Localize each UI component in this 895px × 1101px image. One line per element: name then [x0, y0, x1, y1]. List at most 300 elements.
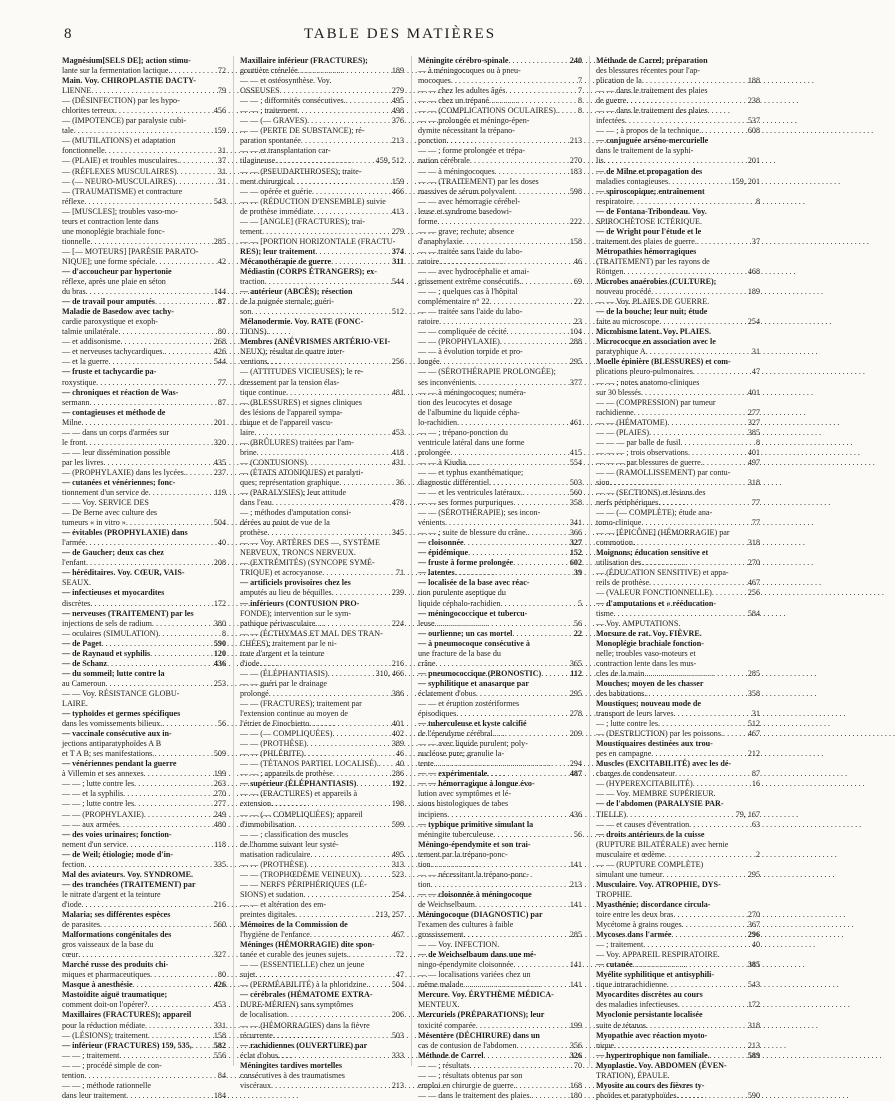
dot-leader — [668, 177, 730, 187]
dot-leader — [262, 227, 390, 237]
entry-text: de localisation — [240, 1010, 287, 1020]
entry-text: NEUX); résultat de quatre inter- — [240, 347, 345, 357]
page-ref: 112 — [570, 668, 582, 678]
index-entry-line — [62, 418, 226, 428]
dot-leader — [515, 187, 568, 197]
page-ref: 180 — [569, 1090, 582, 1100]
dot-leader — [682, 920, 746, 930]
index-entry-line — [596, 126, 760, 136]
index-entry-line — [596, 136, 760, 146]
page-ref: 380 — [213, 618, 226, 628]
index-entry-line — [596, 317, 760, 327]
entry-text: brine — [240, 447, 257, 457]
index-entry-line — [62, 1031, 226, 1041]
entry-text: Moignons; éducation sensitive et — [596, 548, 709, 558]
entry-text: — — ; procédé simple de con- — [62, 1060, 162, 1070]
index-entry-line — [62, 156, 226, 166]
entry-text: Maladie de Basedow avec tachy- — [62, 307, 174, 317]
entry-text: emploi en chirurgie de guerre. — [418, 1080, 516, 1090]
entry-text: nerfs périphériques — [596, 498, 659, 508]
page-ref: 468 — [747, 266, 760, 276]
dot-leader — [315, 619, 390, 629]
index-entry-line — [596, 769, 760, 779]
dot-leader — [297, 106, 390, 116]
entry-text: Mercuriels (PRÉPARATIONS); leur — [418, 1010, 545, 1020]
dot-leader — [102, 639, 212, 649]
index-entry-line — [418, 1081, 582, 1091]
index-entry-line — [596, 418, 760, 428]
entry-text: nucléose pure; granulie la- — [418, 749, 505, 759]
page-ref: 208 — [213, 558, 226, 568]
index-entry-line — [62, 649, 226, 659]
entry-text: — — — ; trois observations — [596, 447, 688, 457]
index-entry-line — [240, 227, 404, 237]
column-divider — [411, 56, 412, 1066]
index-entry-line — [418, 287, 582, 297]
entry-text: — supérieur (ÉLÉPHANTIASIS) — [240, 779, 357, 789]
index-entry-line — [240, 1031, 404, 1041]
entry-text: — — traitée sans l'aide du labo- — [418, 246, 523, 256]
index-entry-line — [240, 599, 404, 609]
page-ref: 326 — [569, 1050, 582, 1060]
dot-leader — [310, 930, 390, 940]
entry-text: — typhique primitive simulant la — [418, 819, 534, 829]
index-entry-line — [418, 779, 582, 789]
page-ref: 23 — [573, 317, 582, 327]
entry-text: — — guéri par le drainage — [240, 678, 327, 688]
entry-text: Morsure de rat. Voy. FIÈVRE. — [596, 628, 702, 638]
page-ref: 77 — [217, 377, 226, 387]
entry-text: — — nécessitant la trépano-ponc- — [418, 869, 530, 879]
index-entry-line — [62, 920, 226, 930]
page-ref: 335 — [213, 859, 226, 869]
entry-text: le nitrate d'argent et la teinture — [62, 889, 161, 899]
page-ref: 40 — [751, 940, 760, 950]
page-ref: 401 — [747, 447, 760, 457]
entry-text: dans les vomissements bilieux. — [62, 719, 163, 729]
entry-text: utilisation des — [596, 558, 642, 568]
entry-text: — contagieuses et méthode de — [62, 407, 166, 417]
entry-text: dressement par la tension élas- — [240, 377, 340, 387]
page-ref: 16 — [751, 779, 760, 789]
page-ref: 467 — [747, 578, 760, 588]
entry-text: — (VALEUR FONCTIONNELLE) — [596, 588, 712, 598]
index-entry-line — [596, 729, 760, 739]
dot-leader — [84, 860, 211, 870]
index-entry-line — [62, 187, 226, 197]
index-entry-line — [240, 237, 404, 247]
index-entry-line — [418, 257, 582, 267]
entry-text: maladies contagieuses — [596, 176, 669, 186]
page-ref: 279 — [391, 226, 404, 236]
index-entry-line — [62, 136, 226, 146]
index-entry-line — [240, 367, 404, 377]
page-ref: 466 — [391, 186, 404, 196]
page-ref: 63 — [751, 819, 760, 829]
dot-leader — [339, 478, 394, 488]
entry-text: — — ; lutte contre les — [62, 779, 135, 789]
entry-text: — héréditaires. Voy. CŒUR, VAIS- — [62, 568, 185, 578]
index-entry-line — [596, 438, 760, 448]
entry-text: — (IMPOTENCE) par paralysie cubi- — [62, 116, 187, 126]
index-entry-line — [418, 830, 582, 840]
dot-leader — [514, 960, 568, 970]
dot-leader — [523, 488, 568, 498]
dot-leader — [513, 558, 568, 568]
index-entry-line — [418, 488, 582, 498]
dot-leader — [304, 749, 394, 759]
index-entry-line — [418, 197, 582, 207]
dot-leader — [641, 558, 746, 568]
dot-leader — [678, 1000, 746, 1010]
entry-text: — oculaires (SIMULATION) — [62, 628, 159, 638]
dot-leader — [126, 840, 212, 850]
entry-text: reils de prothèse — [596, 578, 650, 588]
page-ref: 358 — [747, 688, 760, 698]
entry-text: ques; représentation graphique — [240, 477, 340, 487]
dot-leader — [644, 669, 746, 679]
page-ref: 84 — [217, 1070, 226, 1080]
entry-text: — — (PSEUDARTHROSES); traite- — [240, 166, 362, 176]
entry-text: — — dans un corps d'armées sur — [62, 427, 170, 437]
index-entry-line — [418, 709, 582, 719]
page-ref: 46 — [395, 749, 404, 759]
index-entry-line — [240, 438, 404, 448]
entry-text: transport de leurs larves — [596, 709, 674, 719]
index-entry-line — [240, 428, 404, 438]
index-entry-line — [596, 478, 760, 488]
entry-text: — — à méningocoques — [418, 166, 495, 176]
entry-text: — (PARALYSIES); leur attitude — [240, 488, 347, 498]
index-entry-line — [240, 448, 404, 458]
entry-text: — — ; à propos de la technique. — [596, 126, 702, 136]
index-entry-line — [596, 689, 760, 699]
index-entry-line — [62, 287, 226, 297]
index-entry-line — [240, 810, 404, 820]
page-ref: 327 — [213, 950, 226, 960]
index-entry-line — [418, 578, 582, 588]
dot-leader — [673, 910, 746, 920]
dot-leader — [280, 86, 390, 96]
index-entry-line — [240, 187, 404, 197]
dot-leader — [495, 167, 568, 177]
index-entry-line — [240, 940, 404, 950]
index-entry-line — [418, 679, 582, 689]
dot-leader — [301, 136, 390, 146]
index-entry-line — [596, 347, 760, 357]
index-entry-line — [596, 468, 760, 478]
page-ref: 277 — [747, 407, 760, 417]
dot-leader — [701, 126, 746, 136]
entry-text: Mouches; moyen de les chasser — [596, 678, 704, 688]
index-entry-line — [62, 347, 226, 357]
entry-text: — (DÉSINFECTION) par les hypo- — [62, 96, 180, 106]
entry-text: des blessures récentes pour l'ap- — [596, 66, 700, 76]
entry-text: — — et altération des em- — [240, 899, 327, 909]
index-entry-line — [240, 1051, 404, 1061]
page-ref: 206 — [391, 1010, 404, 1020]
dot-leader — [177, 167, 216, 177]
entry-text: — — (PERTE DE SUBSTANCE); ré- — [240, 126, 365, 136]
index-entry-line — [596, 528, 760, 538]
entry-text: Malaria; ses différentes espèces — [62, 909, 171, 919]
index-entry-line — [596, 277, 760, 287]
index-entry-line — [240, 498, 404, 508]
entry-text: TROPHIE. — [596, 889, 633, 899]
dot-leader — [641, 518, 750, 528]
index-entry-line — [596, 116, 760, 126]
entry-text: — (LÉSIONS); traitement — [62, 1030, 148, 1040]
dot-leader — [610, 478, 746, 488]
entry-text: — — ; résultats obtenus par son — [418, 1070, 523, 1080]
index-entry-line — [596, 237, 760, 247]
index-entry-line — [62, 568, 226, 578]
dot-leader — [119, 820, 212, 830]
dot-leader — [457, 418, 568, 428]
index-entry-line — [596, 408, 760, 418]
page-ref: 341 — [569, 518, 582, 528]
entry-text: — — (COMPRESSION) par tumeur — [596, 397, 716, 407]
index-entry-line — [418, 970, 582, 980]
dot-leader — [103, 458, 212, 468]
index-entry-line — [418, 659, 582, 669]
entry-text: TRIQUE) et acrocyanose — [240, 568, 323, 578]
entry-text: diagnostic différentiel — [418, 477, 490, 487]
page-ref: 598 — [569, 186, 582, 196]
page-ref: 222 — [569, 216, 582, 226]
index-entry-line — [418, 297, 582, 307]
dot-leader — [78, 950, 212, 960]
dot-leader — [614, 609, 746, 619]
index-entry-line — [240, 870, 404, 880]
dot-leader — [688, 448, 746, 458]
index-entry-line — [418, 1051, 582, 1061]
entry-text: laire — [240, 427, 255, 437]
entry-text: au Cameroun — [62, 678, 106, 688]
index-entry-line — [596, 719, 760, 729]
dot-leader — [150, 649, 212, 659]
index-entry-line — [418, 448, 582, 458]
entry-text: — (ÉTATS ATONIQUES) et paralyti- — [240, 467, 364, 477]
entry-text: — — (COMPLICATIONS OCULAIRES). — [418, 106, 558, 116]
index-entry-line — [240, 86, 404, 96]
index-entry-line — [62, 749, 226, 759]
dot-leader — [150, 970, 216, 980]
entry-text: — (DESTRUCTION) par les poissons. — [596, 729, 724, 739]
index-entry-line — [62, 357, 226, 367]
entry-text: — spiroscopique; entraînement — [596, 186, 705, 196]
page-ref: 87 — [217, 397, 226, 407]
entry-text: chlorites terreux — [62, 106, 115, 116]
page-ref: 159, 201 — [731, 176, 760, 186]
dot-leader — [445, 518, 568, 528]
index-entry-line — [62, 830, 226, 840]
entry-text: — — compliquée de cécité — [418, 327, 507, 337]
entry-text: prothèse — [240, 528, 268, 538]
index-entry-line — [62, 609, 226, 619]
entry-text: — — (RAMOLLISSEMENT) par contu- — [596, 467, 731, 477]
entry-text: — — et éruption zostériformes — [418, 699, 520, 708]
page-ref: 40 — [395, 759, 404, 769]
entry-text: — — (— GRAVES) — [240, 116, 308, 126]
page-ref: 213 — [747, 1040, 760, 1050]
page-ref: 327 — [569, 538, 582, 548]
index-entry-line — [596, 217, 760, 227]
index-entry-line — [62, 528, 226, 538]
entry-text: cas de contusion de l'abdomen — [418, 1040, 517, 1050]
index-entry-line — [62, 468, 226, 478]
index-entry-line — [418, 508, 582, 518]
entry-text: grossissement — [418, 930, 464, 940]
index-entry-line — [596, 458, 760, 468]
page-number: 8 — [64, 26, 72, 42]
entry-text: extension — [240, 799, 272, 809]
entry-text: ment chirurgical — [240, 176, 294, 186]
dot-leader — [623, 267, 745, 277]
entry-text: Main. Voy. CHIROPLASTIE DACTY- — [62, 76, 196, 86]
entry-text: consécutives à des traumatismes — [240, 1070, 345, 1080]
entry-text: lo-rachidien — [418, 417, 458, 427]
dot-leader — [649, 428, 746, 438]
index-entry-line — [418, 1021, 582, 1031]
index-entry-line — [240, 347, 404, 357]
index-entry-line — [596, 659, 760, 669]
page-ref: 426 — [213, 980, 226, 990]
entry-text: prolongée — [418, 447, 451, 457]
entry-text: — (PLAIE) et troubles musculaires. — [62, 156, 180, 166]
entry-text: — (PERMÉABILITÉ) à la phloridzine. — [240, 980, 369, 990]
index-entry-line — [596, 860, 760, 870]
entry-text: — — et ostéosynthèse. Voy. — [240, 76, 332, 86]
dot-leader — [134, 799, 212, 809]
index-entry-line — [240, 257, 404, 267]
entry-text: — d'accoucheur par hypertonie — [62, 266, 172, 276]
entry-text: LAIRE. — [62, 699, 88, 708]
index-entry-line — [596, 548, 760, 558]
entry-text: de l'albumine du liquide cépha- — [418, 407, 520, 417]
entry-text: — — [PORTION HORIZONTALE (FRACTU- — [240, 236, 396, 246]
page-ref: 119 — [214, 488, 226, 498]
page-ref: 8 — [755, 437, 760, 447]
entry-text: Magnésium[SELS DE]; action stimu- — [62, 56, 191, 65]
entry-text: une fracture de la base du — [418, 648, 501, 658]
entry-text: — ourlienne; un cas mortel — [418, 628, 513, 638]
page-ref: 456 — [213, 106, 226, 116]
dot-leader — [84, 1071, 215, 1081]
entry-text: traction — [240, 277, 265, 287]
page-ref: 141 — [569, 899, 582, 909]
page-ref: 418 — [391, 447, 404, 457]
dot-leader — [431, 880, 568, 890]
index-entry-line — [596, 619, 760, 629]
entry-text: cles de la main — [596, 668, 645, 678]
entry-text: — — ; notes anatomo-cliniques — [596, 377, 700, 387]
index-entry-line — [62, 408, 226, 418]
dot-leader — [651, 287, 746, 297]
index-entry-line — [240, 418, 404, 428]
index-entry-line — [62, 960, 226, 970]
index-column-1 — [62, 56, 226, 1100]
dot-leader — [267, 528, 389, 538]
entry-text: sermann — [62, 397, 90, 407]
index-entry-line — [62, 177, 226, 187]
page-ref: 159 — [391, 176, 404, 186]
entry-text: plication de la — [596, 76, 642, 86]
index-entry-line — [240, 669, 404, 679]
index-entry-line — [240, 508, 404, 518]
index-entry-line — [418, 337, 582, 347]
page-ref: 435 — [213, 457, 226, 467]
dot-leader — [493, 729, 568, 739]
entry-text: sions histologiques de tabes — [418, 799, 509, 809]
dot-leader — [271, 799, 390, 809]
index-entry-line — [240, 840, 404, 850]
entry-text: — vénériennes pendant la guerre — [62, 759, 177, 769]
page-ref: 426 — [213, 347, 226, 357]
entry-text: CHÉES); traitement par le ni- — [240, 638, 337, 648]
index-entry-line — [596, 96, 760, 106]
index-entry-line — [240, 468, 404, 478]
index-entry-line — [418, 880, 582, 890]
index-entry-line — [418, 860, 582, 870]
entry-text: — — (ESSENTIELLE) chez un jeune — [240, 960, 365, 970]
column-divider — [233, 56, 234, 1066]
entry-text: — — — par blessures de guerre. — [596, 457, 703, 467]
page-ref: 213 — [391, 1080, 404, 1090]
entry-text: liquide céphalo-rachidien — [418, 598, 501, 608]
index-entry-line — [596, 448, 760, 458]
dot-leader — [681, 438, 754, 448]
page-ref: 212 — [747, 749, 760, 759]
dot-leader — [286, 388, 390, 398]
page-ref: 189 — [391, 66, 404, 76]
page-ref: 141 — [569, 960, 582, 970]
page-ref: 402 — [391, 729, 404, 739]
entry-text: — — avec hémorragie cérébel- — [418, 196, 521, 206]
entry-text: — — ; classification des muscles — [240, 829, 349, 839]
index-entry-line — [240, 880, 404, 890]
dot-leader — [272, 498, 390, 508]
index-entry-line — [596, 820, 760, 830]
dot-leader — [522, 277, 572, 287]
dot-leader — [332, 588, 390, 598]
index-entry-line — [62, 558, 226, 568]
index-entry-line — [62, 106, 226, 116]
entry-text: — chroniques et réaction de Was- — [62, 387, 179, 397]
entry-text: — — (— COMPLIQUÉES) — [240, 729, 333, 739]
entry-text: — (ATTITUDES VICIEUSES); le re- — [240, 367, 364, 377]
index-entry-line — [62, 970, 226, 980]
index-entry-line — [240, 528, 404, 538]
index-entry-line — [418, 789, 582, 799]
page-ref: 216 — [391, 658, 404, 668]
index-entry-line — [240, 96, 404, 106]
index-entry-line — [418, 428, 582, 438]
index-entry-line — [62, 146, 226, 156]
dot-leader — [155, 257, 216, 267]
dot-leader — [269, 689, 390, 699]
entry-text: — rachidiennes (OUVERTURE) par — [240, 1040, 368, 1050]
dot-leader — [517, 1041, 568, 1051]
index-entry-line — [596, 167, 760, 177]
page-ref: 589 — [747, 1050, 760, 1060]
page-ref: 183 — [569, 166, 582, 176]
index-entry-line — [240, 217, 404, 227]
entry-text: tention — [62, 1070, 85, 1080]
index-entry-line — [62, 498, 226, 508]
page-ref: 213 — [569, 879, 582, 889]
entry-text: Méningite cérébro-spinale — [418, 56, 509, 65]
